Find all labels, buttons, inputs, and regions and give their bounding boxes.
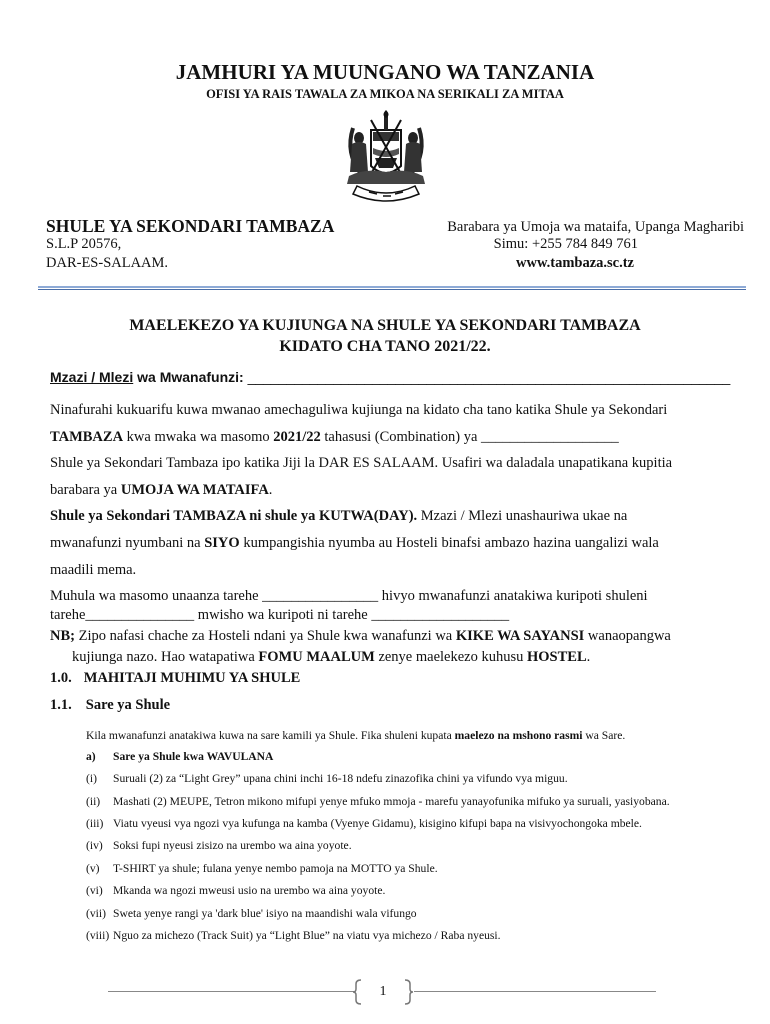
list-item — [86, 772, 568, 785]
nb-special-form: FOMU MAALUM — [258, 649, 375, 665]
list-item — [86, 907, 417, 920]
list-item — [86, 929, 501, 942]
list-item-text: Mkanda wa ngozi mweusi usio na urembo wa aina yoyote. — [113, 884, 386, 897]
uniform-group-heading — [86, 750, 273, 763]
list-item-text: Soksi fupi nyeusi zisizo na urembo wa aina yoyote. — [113, 839, 352, 852]
section-number: 1.0. — [50, 670, 72, 686]
school-bold: TAMBAZA — [50, 429, 124, 445]
school-po-box: S.L.P 20576, — [46, 236, 122, 252]
list-item-number: (i) — [86, 772, 97, 785]
school-address: Barabara ya Umoja wa mataifa, Upanga Magharibi — [447, 219, 744, 235]
academic-year: 2021/22 — [273, 429, 321, 445]
nb-text-a: Zipo nafasi chache za Hosteli ndani ya Shule kwa wanafunzi wa — [74, 628, 456, 644]
para3-line2 — [50, 535, 659, 552]
nb-text-c: kujiunga nazo. Hao watapatiwa — [72, 649, 259, 665]
list-item-number: (iii) — [86, 817, 104, 830]
country-title: JAMHURI YA MUUNGANO WA TANZANIA — [175, 60, 595, 84]
uniform-intro-text-a: Kila mwanafunzi anatakiwa kuwa na sare kamili ya Shule. Fika shuleni kupata — [86, 729, 455, 742]
salutation-label-rest: wa Mwanafunzi: — [133, 369, 248, 385]
list-item — [86, 884, 385, 897]
nb-female-science: KIKE WA SAYANSI — [455, 628, 585, 644]
tanzania-coat-of-arms-icon — [335, 108, 437, 206]
document-title-line1: MAELEKEZO YA KUJIUNGA NA SHULE YA SEKONDARI TAMBAZA — [129, 317, 641, 334]
nb-text-e: . — [586, 649, 591, 665]
list-item-number: (ii) — [86, 795, 101, 808]
list-item-text: Suruali (2) za “Light Grey” upana chini inchi 16-18 ndefu zinazofika chini ya vifundo vya miguu. — [113, 772, 568, 785]
para1-line1: Ninafurahi kukuarifu kuwa mwanao amechaguliwa kujiunga na kidato cha tano katika Shule ya Sekondari — [50, 402, 668, 418]
nb-text-d: zenye maelekezo kuhusu — [374, 649, 527, 665]
para3-text-a: Mzazi / Mlezi unashauriwa ukae na — [417, 508, 628, 524]
nb-line1 — [50, 628, 671, 645]
para1-text-a: kwa mwaka wa masomo — [123, 429, 274, 445]
nb-line2 — [72, 649, 590, 666]
siyo-bold: SIYO — [204, 535, 240, 551]
para1-text-b: tahasusi (Combination) ya ___________________ — [320, 429, 619, 445]
list-item — [86, 862, 438, 875]
section-title: MAHITAJI MUHIMU YA SHULE — [83, 670, 301, 686]
list-item-number: (v) — [86, 862, 100, 875]
list-item-number: (vi) — [86, 884, 103, 897]
page-number: 1 — [379, 984, 387, 999]
para3-line1 — [50, 508, 627, 525]
section-heading — [50, 670, 300, 687]
para2-line2 — [50, 482, 272, 499]
nb-text-b: wanaopangwa — [584, 628, 671, 644]
list-item-number: (iv) — [86, 839, 103, 852]
school-phone: Simu: +255 784 849 761 — [493, 236, 638, 252]
uniform-group-label: a) — [86, 750, 96, 763]
day-school-statement: Shule ya Sekondari TAMBAZA ni shule ya KUTWA(DAY). — [50, 508, 418, 524]
list-item-text: Nguo za michezo (Track Suit) ya “Light Blue” na viatu vya michezo / Raba nyeusi. — [113, 929, 501, 942]
header-divider-thin — [38, 289, 746, 290]
list-item-number: (vii) — [86, 907, 106, 920]
road-name: UMOJA WA MATAIFA — [120, 482, 269, 498]
subsection-heading — [50, 697, 170, 714]
document-title-line2: KIDATO CHA TANO 2021/22. — [279, 338, 491, 355]
list-item — [86, 817, 642, 830]
school-website[interactable]: www.tambaza.sc.tz — [516, 255, 634, 271]
para2-text-a: barabara ya — [50, 482, 121, 498]
para2-text-b: . — [268, 482, 273, 498]
office-subtitle: OFISI YA RAIS TAWALA ZA MIKOA NA SERIKALI ZA MITAA — [206, 87, 564, 101]
para3-text-b: mwanafunzi nyumbani na — [50, 535, 205, 551]
nb-hostel: HOSTEL — [527, 649, 587, 665]
school-city: DAR-ES-SALAAM. — [46, 255, 169, 271]
nb-label: NB; — [50, 628, 75, 644]
uniform-intro-text-b: wa Sare. — [582, 729, 626, 742]
para3-line3: maadili mema. — [50, 562, 137, 578]
header-divider — [38, 286, 746, 288]
school-name: SHULE YA SEKONDARI TAMBAZA — [46, 216, 335, 236]
subsection-number: 1.1. — [50, 697, 72, 713]
para3-text-c: kumpangishia nyumba au Hosteli binafsi ambazo hazina uangalizi wala — [239, 535, 659, 551]
uniform-group-title: Sare ya Shule kwa WAVULANA — [113, 750, 274, 763]
list-item — [86, 795, 670, 808]
footer-rule-right — [414, 991, 656, 992]
salutation-label: Mzazi / Mlezi — [50, 369, 134, 385]
list-item-text: Viatu vyeusi vya ngozi vya kufunga na kamba (Vyenye Gidamu), kisigino kifupi bapa na visivyochongoka mbele. — [113, 817, 642, 830]
salutation-blank: ______________________________________________________________ — [247, 369, 731, 385]
uniform-intro — [86, 729, 625, 742]
list-item-text: Mashati (2) MEUPE, Tetron mikono mifupi yenye mfuko mmoja - marefu yanayofunika mifuko ya suruali, yasiyobana. — [113, 795, 670, 808]
salutation — [50, 369, 730, 385]
para2-line1: Shule ya Sekondari Tambaza ipo katika Jiji la DAR ES SALAAM. Usafiri wa daladala unapatikana kupitia — [50, 455, 673, 471]
list-item — [86, 839, 352, 852]
para4-line1: Muhula wa masomo unaanza tarehe ________________ hivyo mwanafunzi anatakiwa kuripoti shuleni — [50, 588, 648, 604]
uniform-intro-bold: maelezo na mshono rasmi — [454, 729, 583, 742]
para1-line2 — [50, 429, 619, 446]
subsection-title: Sare ya Shule — [85, 697, 171, 713]
para4-line2: tarehe_______________ mwisho wa kuripoti ni tarehe ___________________ — [50, 607, 510, 623]
list-item-number: (viii) — [86, 929, 110, 942]
list-item-text: T-SHIRT ya shule; fulana yenye nembo pamoja na MOTTO ya Shule. — [113, 862, 438, 875]
list-item-text: Sweta yenye rangi ya 'dark blue' isiyo na maandishi wala vifungo — [113, 907, 417, 920]
footer-rule-left — [108, 991, 354, 992]
